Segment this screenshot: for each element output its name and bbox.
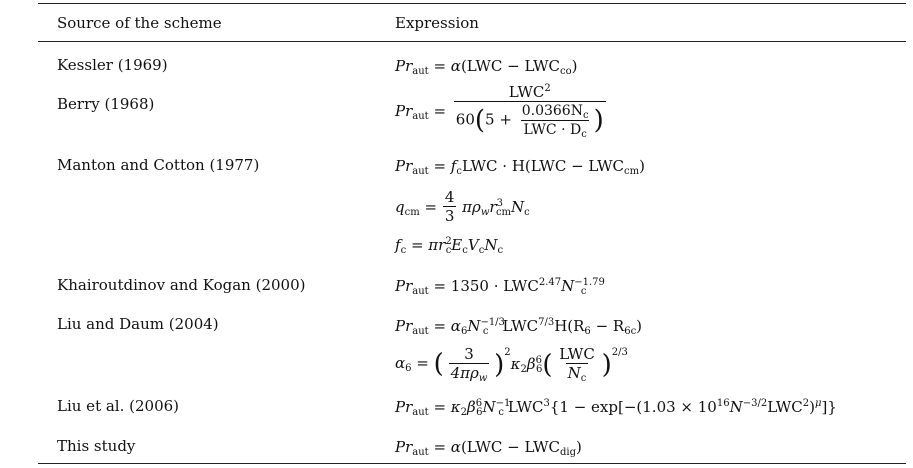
source-berry: Berry (1968) (57, 95, 155, 113)
source-liu-et-al: Liu et al. (2006) (57, 397, 180, 415)
expr-khairoutdinov-kogan: $Pr_{aut} = 1350 \cdot LWC^{2.47}N^{-1.79}_c$ (395, 277, 605, 297)
expr-kessler: $Pr_{aut} = \alpha(LWC - LWC_{co})$ (395, 57, 578, 77)
source-liu-daum: Liu and Daum (2004) (57, 315, 219, 333)
header-rule (38, 41, 906, 42)
top-rule (38, 3, 906, 4)
expr-berry: $Pr_{aut}$ = LWC$^2$ 60(5 + $\frac{0.0366N_c}{LWC \cdot D_c}$ ) (395, 83, 604, 140)
source-this-study: This study (57, 437, 136, 455)
source-manton-cotton: Manton and Cotton (1977) (57, 156, 260, 174)
expr-manton-cotton-1: $Pr_{aut} = f_cLWC \cdot H(LWC - LWC_{cm})$ (395, 157, 645, 177)
expr-liu-et-al: $Pr_{aut} = \kappa_2\beta^6_6N^{-1}_c$ $LWC^3\{1 - \exp[-(1.03 \times 10^{16}N^{-3/2}LWC^2)^\mu]\}$ (395, 398, 837, 418)
source-khairoutdinov-kogan: Khairoutdinov and Kogan (2000) (57, 276, 306, 294)
bottom-rule (38, 463, 906, 464)
source-kessler: Kessler (1969) (57, 56, 168, 74)
expr-manton-cotton-3: $f_c = \pi r^2_cE_cV_cN_c$ (395, 236, 504, 256)
header-source: Source of the scheme (57, 14, 222, 32)
expr-liu-daum-2: $\alpha_6$ = ( $\frac{3}{4\pi\rho_w}$ )$^2\kappa_2\beta^6_6$( $\frac{\text{LWC}}{N_c}$ )$^{2/3}$ (395, 345, 628, 384)
expr-liu-daum-1: $Pr_{aut} = \alpha_6N^{-1/3}_c$ $LWC^{7/3}H(R_6 - R_{6c})$ (395, 317, 643, 337)
header-expression: Expression (395, 14, 479, 32)
expr-manton-cotton-2: $q_{cm}$ = $\frac{4}{3}$ $\pi\rho_wr^3_{cm}N_c$ (395, 188, 530, 225)
expr-this-study: $Pr_{aut} = \alpha(LWC - LWC_{dig})$ (395, 438, 582, 458)
